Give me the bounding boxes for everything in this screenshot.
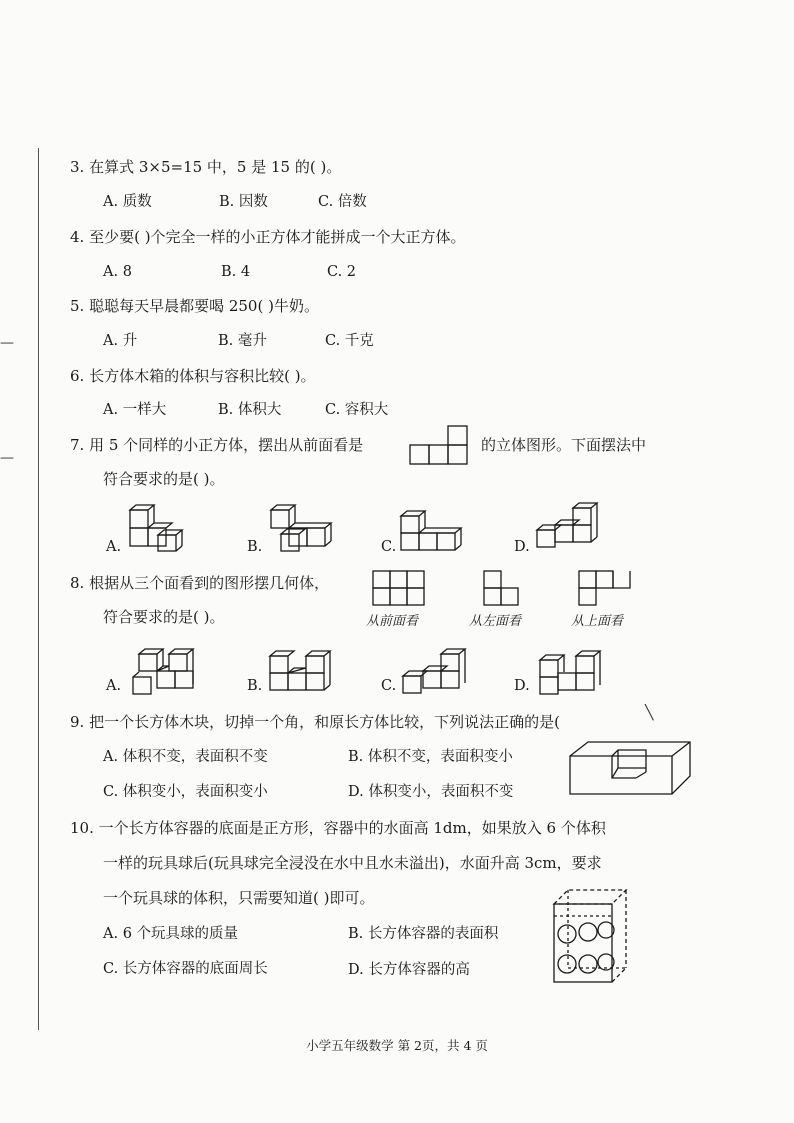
q4-option-b[interactable]: B. 4	[221, 264, 251, 280]
question-9-stem: 9. 把一个长方体木块，切掉一个角，和原长方体比较，下列说法正确的是(	[70, 713, 560, 731]
q7-option-d[interactable]: D.	[514, 539, 530, 555]
q5-option-c[interactable]: C. 千克	[325, 333, 374, 349]
q7-option-c[interactable]: C.	[381, 539, 397, 555]
q8-option-a-figure[interactable]	[129, 646, 201, 698]
q8-label-front: 从前面看	[366, 614, 419, 629]
question-7-stem-part1: 7. 用 5 个同样的小正方体，摆出从前面看是	[70, 436, 364, 454]
q5-option-a[interactable]: A. 升	[103, 333, 138, 349]
binding-margin-line	[38, 148, 39, 1030]
q8-option-d-figure[interactable]	[536, 646, 606, 700]
page-footer: 小学五年级数学 第 2页，共 4 页	[306, 1038, 488, 1053]
q10-option-b[interactable]: B. 长方体容器的表面积	[348, 926, 499, 942]
edge-mark: —	[0, 335, 14, 351]
q9-option-a[interactable]: A. 体积不变，表面积不变	[103, 749, 268, 765]
q7-option-b[interactable]: B.	[247, 539, 263, 555]
question-8-stem-part1: 8. 根据从三个面看到的图形摆几何体，	[70, 574, 330, 592]
q7-option-b-figure[interactable]	[267, 502, 333, 554]
q7-option-a-figure[interactable]	[126, 502, 192, 554]
q8-option-c[interactable]: C.	[381, 678, 397, 694]
q8-left-view-figure	[482, 569, 522, 607]
q9-option-b[interactable]: B. 体积不变，表面积变小	[348, 749, 513, 765]
q5-option-b[interactable]: B. 毫升	[218, 333, 267, 349]
q10-option-c[interactable]: C. 长方体容器的底面周长	[103, 961, 268, 977]
q3-option-c[interactable]: C. 倍数	[318, 194, 367, 210]
q4-option-a[interactable]: A. 8	[103, 264, 132, 280]
q7-option-d-figure[interactable]	[533, 500, 603, 552]
q6-option-c[interactable]: C. 容积大	[325, 402, 389, 418]
q3-option-b[interactable]: B. 因数	[219, 194, 268, 210]
q4-option-c[interactable]: C. 2	[327, 264, 357, 280]
q6-option-a[interactable]: A. 一样大	[103, 402, 167, 418]
question-7-stem-part3: 符合要求的是( )。	[103, 470, 225, 488]
q3-option-a[interactable]: A. 质数	[103, 194, 152, 210]
q10-option-d[interactable]: D. 长方体容器的高	[348, 962, 470, 978]
q7-front-view-figure	[408, 424, 468, 466]
question-8-stem-part2: 符合要求的是( )。	[103, 608, 225, 626]
q8-front-view-figure	[371, 569, 427, 607]
q8-option-b-figure[interactable]	[266, 646, 332, 698]
question-7-stem-part2: 的立体图形。下面摆法中	[481, 436, 647, 454]
q9-option-c[interactable]: C. 体积变小，表面积变小	[103, 784, 268, 800]
q6-option-b[interactable]: B. 体积大	[218, 402, 282, 418]
q9-cuboid-figure	[566, 738, 696, 798]
q8-label-left: 从左面看	[469, 614, 522, 629]
question-10-line3: 一个玩具球的体积，只需要知道( )即可。	[103, 889, 375, 907]
q8-option-c-figure[interactable]	[399, 646, 471, 698]
question-10-line1: 10. 一个长方体容器的底面是正方形，容器中的水面高 1dm，如果放入 6 个体积	[70, 819, 606, 837]
question-10-line2: 一样的玩具球后(玩具球完全浸没在水中且水未溢出)，水面升高 3cm，要求	[103, 854, 602, 872]
q10-container-figure	[550, 886, 630, 986]
q8-option-b[interactable]: B.	[247, 678, 263, 694]
edge-mark: ╲	[645, 705, 654, 721]
q7-option-a[interactable]: A.	[106, 539, 122, 555]
q10-option-a[interactable]: A. 6 个玩具球的质量	[103, 926, 239, 942]
q8-option-a[interactable]: A.	[106, 678, 122, 694]
question-6-stem: 6. 长方体木箱的体积与容积比较( )。	[70, 367, 316, 385]
q8-top-view-figure	[577, 569, 633, 607]
edge-mark: —	[0, 450, 14, 466]
q8-label-top: 从上面看	[571, 614, 624, 629]
question-5-stem: 5. 聪聪每天早晨都要喝 250( )牛奶。	[70, 297, 319, 315]
q8-option-d[interactable]: D.	[514, 678, 530, 694]
q7-option-c-figure[interactable]	[397, 502, 467, 554]
q9-option-d[interactable]: D. 体积变小，表面积不变	[348, 784, 514, 800]
question-3-stem: 3. 在算式 3×5=15 中，5 是 15 的( )。	[70, 158, 342, 176]
question-4-stem: 4. 至少要( )个完全一样的小正方体才能拼成一个大正方体。	[70, 228, 466, 246]
